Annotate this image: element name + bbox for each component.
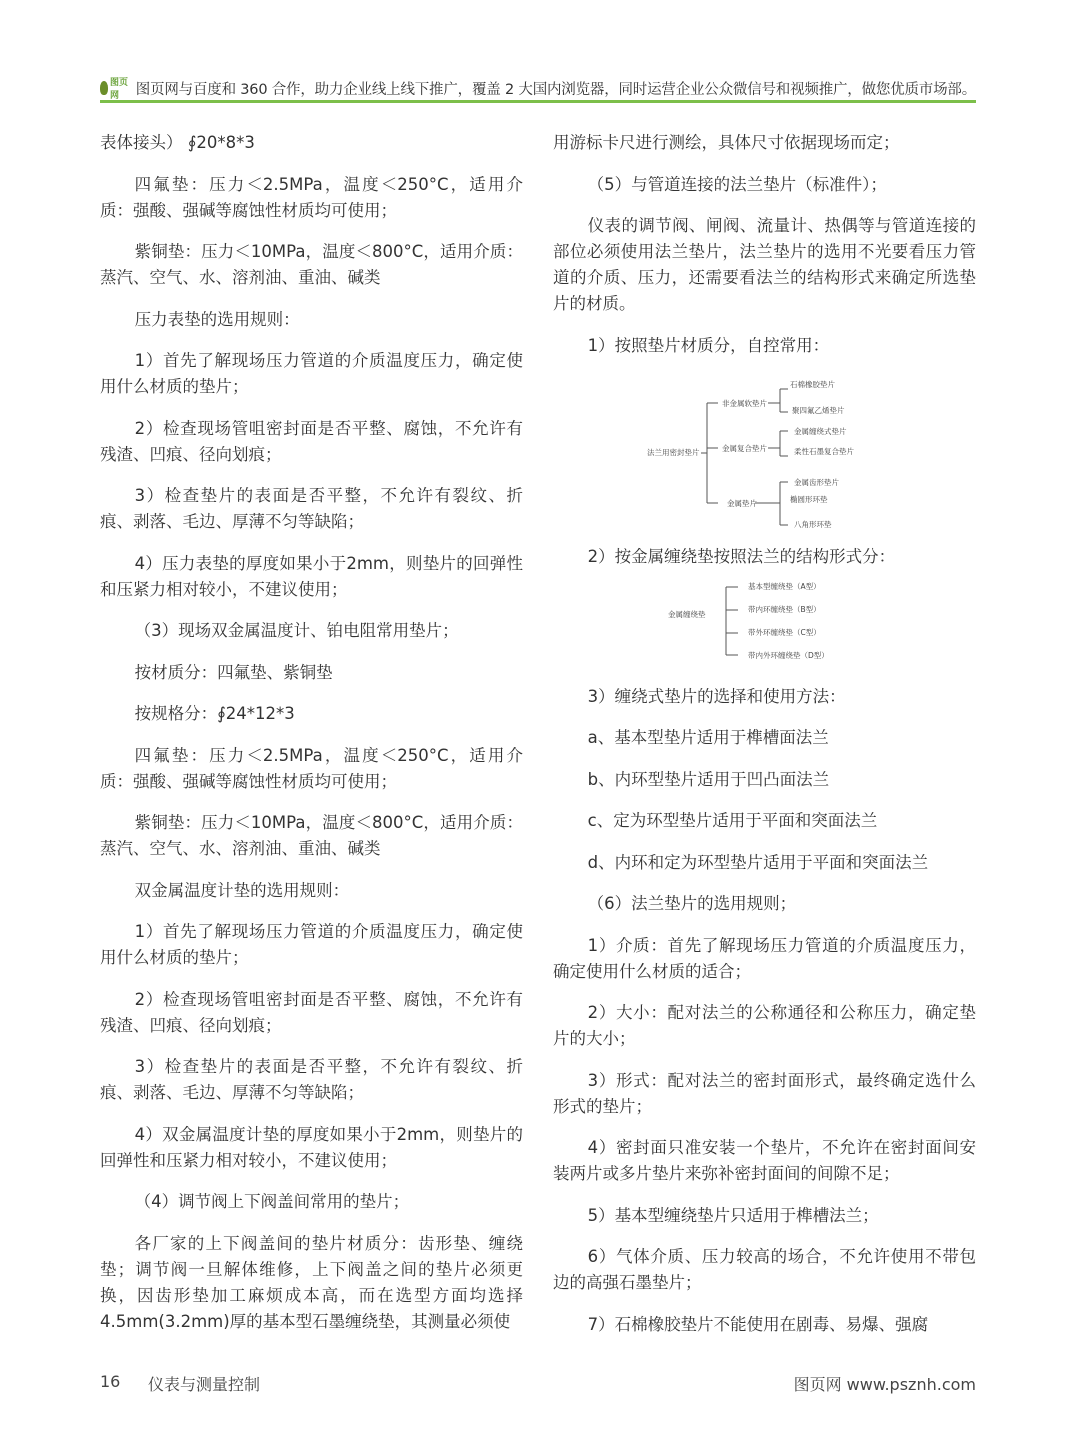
diagram-leaf: 带内外环缠绕垫（D型） — [748, 650, 829, 660]
paragraph: 四氟垫：压力＜2.5MPa，温度＜250°C，适用介质：强酸、强碱等腐蚀性材质均可使用； — [100, 745, 523, 791]
left-column — [100, 130, 523, 1350]
paragraph: 7）石棉橡胶垫片不能使用在剧毒、易爆、强腐 — [587, 1314, 929, 1334]
paragraph: （5）与管道连接的法兰垫片（标准件）； — [587, 174, 887, 194]
diagram-leaf: 八角形环垫 — [794, 520, 832, 529]
paragraph: 1）首先了解现场压力管道的介质温度压力，确定使用什么材质的垫片； — [100, 351, 523, 396]
paragraph: 2）检查现场管咀密封面是否平整、腐蚀，不允许有残渣、凹痕、径向划痕； — [100, 989, 523, 1035]
paragraph: 各厂家的上下阀盖间的垫片材质分：齿形垫、缠绕垫；调节阀一旦解体维修，上下阀盖之间的垫片必须更换，因齿形垫加工麻烦成本高，而在选型方面均选择4.5mm(3.2mm)厚的基本型石墨缠绕垫，其测量必须使 — [100, 1233, 523, 1331]
diagram-root: 法兰用密封垫片 — [647, 448, 700, 457]
diagram-group: 金属垫片 — [727, 499, 757, 508]
paragraph: 3）形式：配对法兰的密封面形式，最终确定选什么形式的垫片； — [553, 1070, 976, 1116]
paragraph: 压力表垫的选用规则： — [134, 309, 300, 329]
paragraph: 表体接头） ∮20*8*3 — [100, 133, 255, 152]
paragraph: 4）密封面只准安装一个垫片，不允许在密封面间安装两片或多片垫片来弥补密封面间的间隙不足； — [553, 1138, 976, 1183]
paragraph: 3）检查垫片的表面是否平整，不允许有裂纹、折痕、剥落、毛边、厚薄不匀等缺陷； — [100, 486, 523, 531]
diagram-group: 非金属软垫片 — [722, 399, 767, 408]
page-number: 16 — [100, 1372, 121, 1391]
paragraph: 仪表的调节阀、闸阀、流量计、热偶等与管道连接的部位必须使用法兰垫片，法兰垫片的选用不光要看压力管道的介质、压力，还需要看法兰的结构形式来确定所选垫片的材质。 — [553, 216, 976, 313]
site-link[interactable]: 图页网 www.psznh.com — [793, 1375, 976, 1394]
paragraph: 紫铜垫：压力＜10MPa，温度＜800°C，适用介质：蒸汽、空气、水、溶剂油、重油、碱类 — [100, 242, 523, 287]
diagram-leaf: 金属齿形垫片 — [794, 478, 839, 487]
journal-name: 仪表与测量控制 — [148, 1375, 261, 1394]
paragraph: （3）现场双金属温度计、铂电阻常用垫片； — [134, 621, 459, 640]
paragraph: 3）检查垫片的表面是否平整，不允许有裂纹、折痕、剥落、毛边、厚薄不匀等缺陷； — [100, 1057, 523, 1102]
paragraph: 2）大小：配对法兰的公称通径和公称压力，确定垫片的大小； — [553, 1003, 976, 1048]
paragraph: 紫铜垫：压力＜10MPa，温度＜800°C，适用介质：蒸汽、空气、水、溶剂油、重油、碱类 — [100, 813, 523, 858]
paragraph: d、内环和定为环型垫片适用于平面和突面法兰 — [587, 852, 929, 872]
paragraph: b、内环型垫片适用于凹凸面法兰 — [587, 769, 830, 789]
diagram-leaf: 基本型缠绕垫（A型） — [748, 581, 821, 591]
paragraph: 6）气体介质、压力较高的场合，不允许使用不带包边的高强石墨垫片； — [553, 1247, 976, 1292]
right-column — [553, 130, 976, 1353]
paragraph: a、基本型垫片适用于榫槽面法兰 — [587, 728, 829, 747]
paragraph: 按材质分：四氟垫、紫铜垫 — [134, 662, 333, 682]
paragraph: 1）首先了解现场压力管道的介质温度压力，确定使用什么材质的垫片； — [100, 922, 523, 967]
paragraph: 双金属温度计垫的选用规则： — [134, 880, 350, 900]
paragraph: c、定为环型垫片适用于平面和突面法兰 — [587, 811, 878, 830]
diagram-leaf: 聚四氟乙烯垫片 — [792, 406, 845, 415]
paragraph: 用游标卡尺进行测绘，具体尺寸依据现场而定； — [553, 133, 900, 152]
page-header — [100, 76, 976, 103]
paragraph: 5）基本型缠绕垫片只适用于榫槽法兰； — [587, 1205, 879, 1225]
header-tagline: 图页网与百度和 360 合作，助力企业线上线下推广，覆盖 2 大国内浏览器，同时运营企业公众微信号和视频推广，做您优质市场部。 — [135, 81, 976, 98]
paragraph: （4）调节阀上下阀盖间常用的垫片； — [134, 1192, 410, 1211]
paragraph: 1）按照垫片材质分，自控常用： — [587, 335, 830, 355]
site-logo — [100, 78, 132, 101]
paragraph: 4）压力表垫的厚度如果小于2mm，则垫片的回弹性和压紧力相对较小，不建议使用； — [100, 553, 523, 599]
diagram-leaf: 金属缠绕式垫片 — [794, 427, 847, 436]
page-footer — [100, 1372, 976, 1395]
paragraph: 2）按金属缠绕垫按照法兰的结构形式分： — [587, 547, 896, 566]
logo-text: 图页网 — [110, 78, 129, 101]
diagram-leaf: 带内环缠绕垫（B型） — [748, 604, 821, 614]
paragraph: 4）双金属温度计垫的厚度如果小于2mm，则垫片的回弹性和压紧力相对较小，不建议使用； — [100, 1124, 523, 1170]
diagram-root: 金属缠绕垫 — [668, 609, 706, 619]
spiral-wound-gasket-diagram — [553, 572, 976, 670]
diagram-leaf: 椭圆形环垫 — [790, 495, 828, 504]
diagram-leaf: 柔性石墨复合垫片 — [794, 447, 854, 456]
paragraph: 2）检查现场管咀密封面是否平整、腐蚀，不允许有残渣、凹痕、径向划痕； — [100, 418, 523, 464]
paragraph: 按规格分：∮24*12*3 — [134, 704, 295, 723]
paragraph: 四氟垫：压力＜2.5MPa，温度＜250°C，适用介质：强酸、强碱等腐蚀性材质均可使用； — [100, 174, 523, 220]
paragraph: 3）缠绕式垫片的选择和使用方法： — [587, 686, 846, 706]
paragraph: 1）介质：首先了解现场压力管道的介质温度压力，确定使用什么材质的适合； — [553, 935, 976, 981]
paragraph: （6）法兰垫片的选用规则； — [587, 894, 797, 913]
diagram-leaf: 石棉橡胶垫片 — [790, 380, 835, 389]
gasket-material-diagram — [553, 368, 976, 538]
diagram-group: 金属复合垫片 — [722, 444, 767, 453]
diagram-leaf: 带外环缠绕垫（C型） — [748, 627, 821, 637]
leaf-icon — [100, 81, 108, 95]
